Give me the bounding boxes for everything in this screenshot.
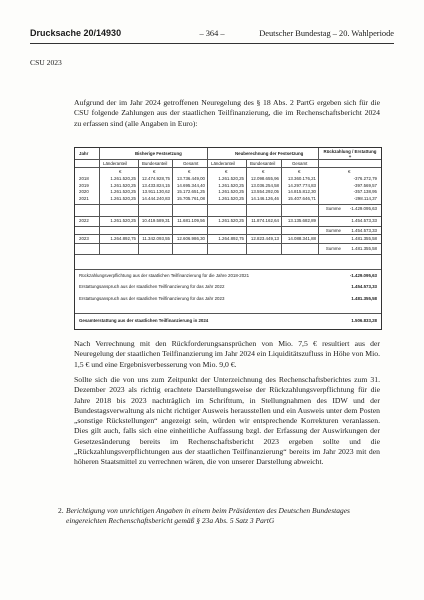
table-cell: 14.297.774,83: [287, 182, 316, 188]
financing-table: [74, 147, 382, 330]
table-cell: 1.261.520,25: [218, 189, 244, 194]
table-cell: 15.407.646,71: [287, 195, 316, 201]
table-cell: 1.261.520,25: [110, 182, 136, 188]
table-cell-rueck: 1.454.573,33: [351, 218, 377, 223]
table-cell: 1.261.520,25: [110, 195, 136, 201]
table-cell: 14.815.812,30: [287, 189, 316, 194]
summe-value: 1.481.355,58: [351, 246, 377, 251]
paragraph-notes: Sollte sich die von uns zum Zeitpunkt der Unterzeichnung des Rechenschaftsberichtes zum 31. Dezember 2023 als richtig erachtete Darstellungsweise der Rückzahlungsverpflichtung für die Jahre 2018 bis 2023 nachträglich im Schrifttum, in Stellungnahmen des IDW und der Bundestagsverwaltung als nicht richtiger Ausweis herausstellen und ein Ausweis unter dem Posten „sonstige Rückstellungen“ angezeigt sein, würden wir entsprechende Korrekturen veranlassen. Dies gilt auch, falls sich eine einheitliche Auffassung bzgl. der Erfassung der Auswirkungen der Gesetzesänderung bereits im Rechenschaftsbericht 2023 ergeben sollte und die „Rückzahlungsverpflichtungen aus der staatlichen Teilfinanzierung“ bereits im Jahr 2023 mit den höheren Staatsmittel zu verrechnen wären, die von unserer Darstellung abweicht.: [74, 375, 380, 467]
header-rule: [30, 43, 394, 44]
table-cell: 13.360.176,21: [287, 176, 316, 181]
table-cell-year: 2021: [79, 195, 89, 201]
summe-label: Summe: [325, 228, 341, 233]
document-number: Drucksache 20/14930: [30, 28, 122, 38]
table-cell-rueck: 1.481.355,58: [351, 236, 377, 241]
table-cell: 14.088.341,88: [287, 236, 316, 241]
table-cell: 1.261.520,25: [218, 182, 244, 188]
table-cell-rueck: -357.138,95: [353, 189, 377, 194]
table-cell-year: 2023: [79, 236, 89, 241]
section-heading-text: Berichtigung von unrichtigen Angaben in einem beim Präsidenten des Deutschen Bundestages eingereichten Rechenschaftsbericht gemäß § 23a Abs. 5 Satz 3 PartG: [66, 506, 350, 525]
table-cell: 11.342.093,55: [142, 236, 170, 241]
summe-label: Summe: [325, 246, 341, 251]
currency-symbol: €: [188, 169, 191, 174]
table-cell: 14.444.240,83: [141, 195, 170, 201]
table-cell-year: 2020: [79, 189, 89, 194]
table-header-rueck: Rückzahlung / Erstattung +: [323, 149, 377, 159]
table-cell: 10.419.589,31: [141, 218, 170, 223]
table-cell-rueck: -376.272,79: [353, 176, 377, 181]
currency-symbol: €: [119, 169, 122, 174]
table-subheader: Gesamt: [292, 161, 308, 166]
table-cell: 13.135.682,89: [287, 218, 316, 223]
table-subheader: Bundesanteil: [142, 161, 168, 166]
paragraph-result: Nach Verrechnung mit den Rückforderungsansprüchen von Mio. 7,5 € resultiert aus der Neuregelung der staatlichen Teilfinanzierung im Jahr 2024 ein Liquiditätszufluss in Höhe von Mio. 1,5 € und eine Ergebnisverbesserung von Mio. 9,0 €.: [74, 339, 380, 369]
publisher-label: Deutscher Bundestag – 20. Wahlperiode: [259, 29, 394, 38]
summary-total-label: Gesamterstattung aus der staatlichen Teilfinanzierung in 2024: [79, 318, 209, 323]
table-cell: 12.606.986,30: [176, 236, 205, 241]
table-cell-year: 2022: [79, 218, 89, 223]
table-cell: 15.705.761,08: [176, 195, 205, 201]
table-cell: 11.681.109,56: [177, 218, 205, 223]
section-number: 2.: [58, 506, 64, 515]
table-cell: 12.823.449,13: [250, 236, 279, 241]
table-cell: 1.264.892,75: [110, 236, 136, 241]
summary-value: 1.454.573,33: [351, 284, 377, 289]
paragraph-intro: Aufgrund der im Jahr 2024 getroffenen Neuregelung des § 18 Abs. 2 PartG ergeben sich für die CSU folgende Zahlungen aus der staatlichen Teilfinanzierung, die im Rechenschaftsbericht 2024 zu erfassen sind (alle Angaben in Euro):: [74, 98, 380, 128]
table-cell: 15.172.651,25: [176, 189, 205, 194]
currency-symbol: €: [262, 169, 265, 174]
table-subheader: Länderanteil: [211, 161, 236, 166]
summary-value: -1.429.095,63: [349, 273, 377, 278]
table-cell: 14.695.344,40: [176, 182, 205, 188]
table-header-year: Jahr: [79, 151, 89, 156]
table-cell-rueck: -298.114,37: [353, 195, 377, 201]
currency-symbol: €: [348, 169, 351, 174]
page-header: [30, 28, 394, 42]
summary-label: Erstattungsanspruch aus der staatlichen Teilfinanzierung für das Jahr 2023: [79, 296, 225, 301]
table-header-bisher: Bisherige Festsetzung: [135, 151, 182, 156]
summe-value: -1.429.095,63: [349, 206, 377, 211]
section-heading-2: [58, 506, 366, 526]
table-cell: 1.261.520,25: [110, 189, 136, 194]
table-cell: 1.261.520,25: [110, 218, 136, 223]
table-cell: 13.554.292,05: [250, 189, 279, 194]
table-cell: 1.264.892,75: [218, 236, 244, 241]
table-cell-year: 2018: [79, 176, 89, 181]
table-cell: 14.146.126,46: [250, 195, 279, 201]
summary-label: Erstattungsanspruch aus der staatlichen Teilfinanzierung für das Jahr 2022: [79, 284, 225, 289]
page-number: – 364 –: [199, 29, 225, 38]
summary-total-value: 1.506.833,28: [351, 318, 377, 323]
table-cell: 1.261.520,25: [218, 218, 244, 223]
table-cell: 12.474.928,75: [141, 176, 170, 181]
table-cell: 13.736.449,00: [176, 176, 205, 181]
table-subheader: Gesamt: [183, 161, 199, 166]
currency-symbol: €: [298, 169, 301, 174]
table-header-neu: Neuberechnung der Festsetzung: [235, 151, 304, 156]
summary-value: 1.481.355,58: [351, 296, 377, 301]
table-cell-rueck: -397.569,57: [353, 182, 377, 188]
currency-symbol: €: [153, 169, 156, 174]
table-cell: 12.098.655,96: [250, 176, 279, 181]
summary-label: Rückzahlungsverpflichtung aus der staatlichen Teilfinanzierung für die Jahre 2018-2021: [79, 273, 250, 278]
table-cell: 11.874.162,64: [251, 218, 279, 223]
table-subheader: Bundesanteil: [250, 161, 276, 166]
table-cell-year: 2019: [79, 182, 89, 188]
table-cell: 1.261.520,25: [110, 176, 136, 181]
table-cell: 1.261.520,25: [218, 195, 244, 201]
currency-symbol: €: [225, 169, 228, 174]
summe-label: Summe: [325, 206, 341, 211]
table-cell: 1.261.520,25: [218, 176, 244, 181]
summe-value: 1.454.573,33: [351, 228, 377, 233]
section-label: CSU 2023: [30, 58, 62, 67]
table-cell: 13.036.254,58: [250, 182, 279, 188]
table-subheader: Länderanteil: [103, 161, 128, 166]
table-cell: 13.433.824,15: [141, 182, 170, 188]
table-cell: 13.911.130,62: [142, 189, 170, 194]
